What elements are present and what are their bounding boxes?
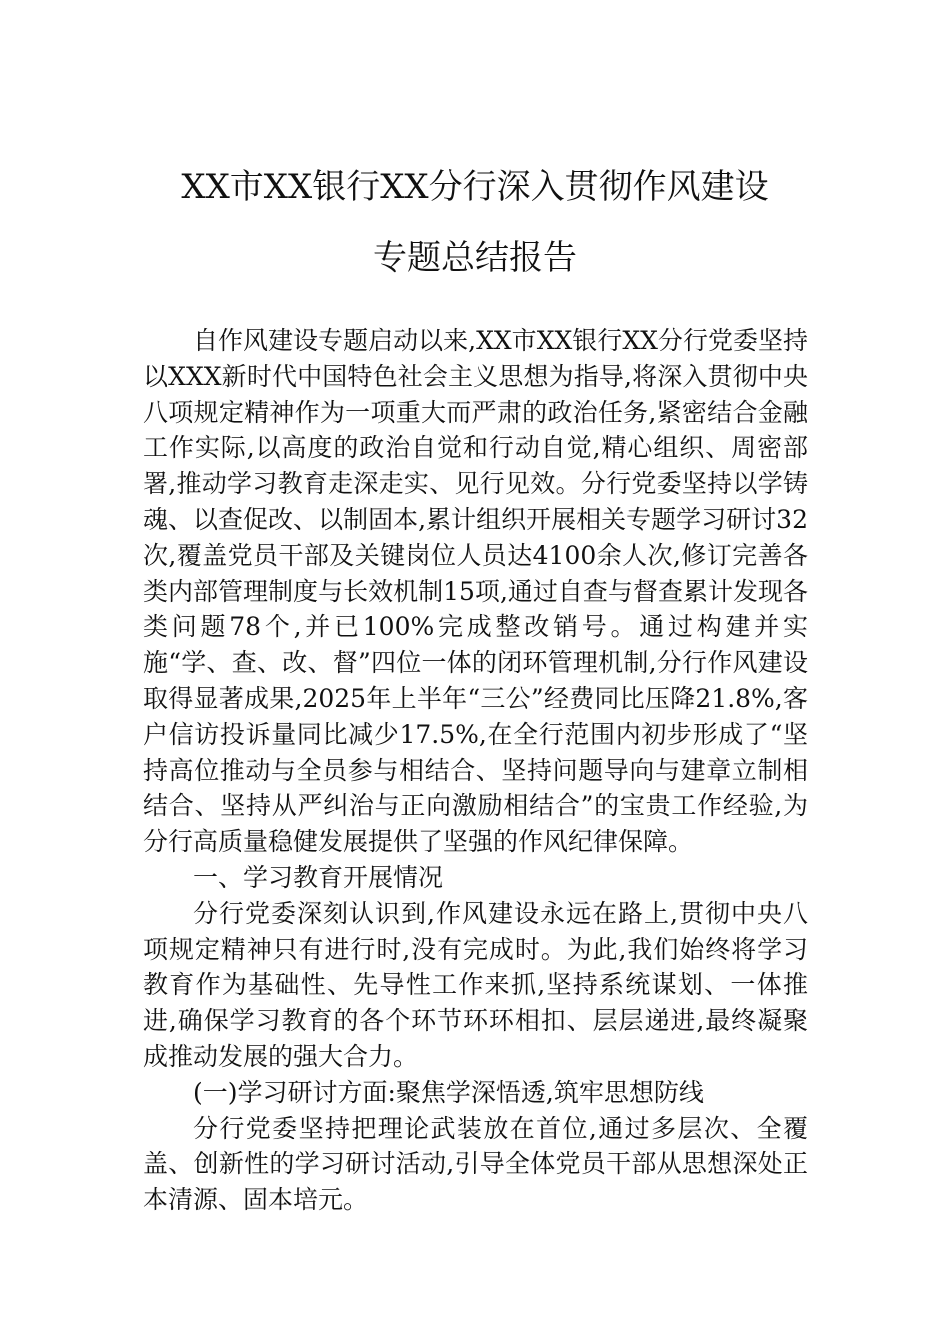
intro-paragraph: 自作风建设专题启动以来,XX市XX银行XX分行党委坚持以XXX新时代中国特色社会主义思想为指导,将深入贯彻中央八项规定精神作为一项重大而严肃的政治任务,紧密结合金融工作实际,以高度的政治自觉和行动自觉,精心组织、周密部署,推动学习教育走深走实、见行见效。分行党委坚持以学铸魂、以查促改、以制固本,累计组织开展相关专题学习研讨32次,覆盖党员干部及关键岗位人员达4100余人次,修订完善各类内部管理制度与长效机制15项,通过自查与督查累计发现各类问题78个,并已100%完成整改销号。通过构建并实施“学、查、改、督”四位一体的闭环管理机制,分行作风建设取得显著成果,2025年上半年“三公”经费同比压降21.8%,客户信访投诉量同比减少17.5%,在全行范围内初步形成了“坚持高位推动与全员参与相结合、坚持问题导向与建章立制相结合、坚持从严纠治与正向激励相结合”的宝贵工作经验,为分行高质量稳健发展提供了坚强的作风纪律保障。 — [143, 326, 808, 857]
document-title-line-2: 专题总结报告 — [373, 238, 577, 278]
subsection-paragraph: 分行党委坚持把理论武装放在首位,通过多层次、全覆盖、创新性的学习研讨活动,引导全体党员干部从思想深处正本清源、固本培元。 — [143, 1113, 808, 1215]
section-heading: 一、学习教育开展情况 — [193, 862, 444, 892]
subsection-heading: (一)学习研讨方面:聚焦学深悟透,筑牢思想防线 — [193, 1077, 704, 1107]
document-body — [143, 323, 808, 1218]
section-paragraph: 分行党委深刻认识到,作风建设永远在路上,贯彻中央八项规定精神只有进行时,没有完成时。为此,我们始终将学习教育作为基础性、先导性工作来抓,坚持系统谋划、一体推进,确保学习教育的各个环节环环相扣、层层递进,最终凝聚成推动发展的强大合力。 — [143, 898, 808, 1071]
document-title-line-1: XX市XX银行XX分行深入贯彻作风建设 — [181, 167, 769, 207]
